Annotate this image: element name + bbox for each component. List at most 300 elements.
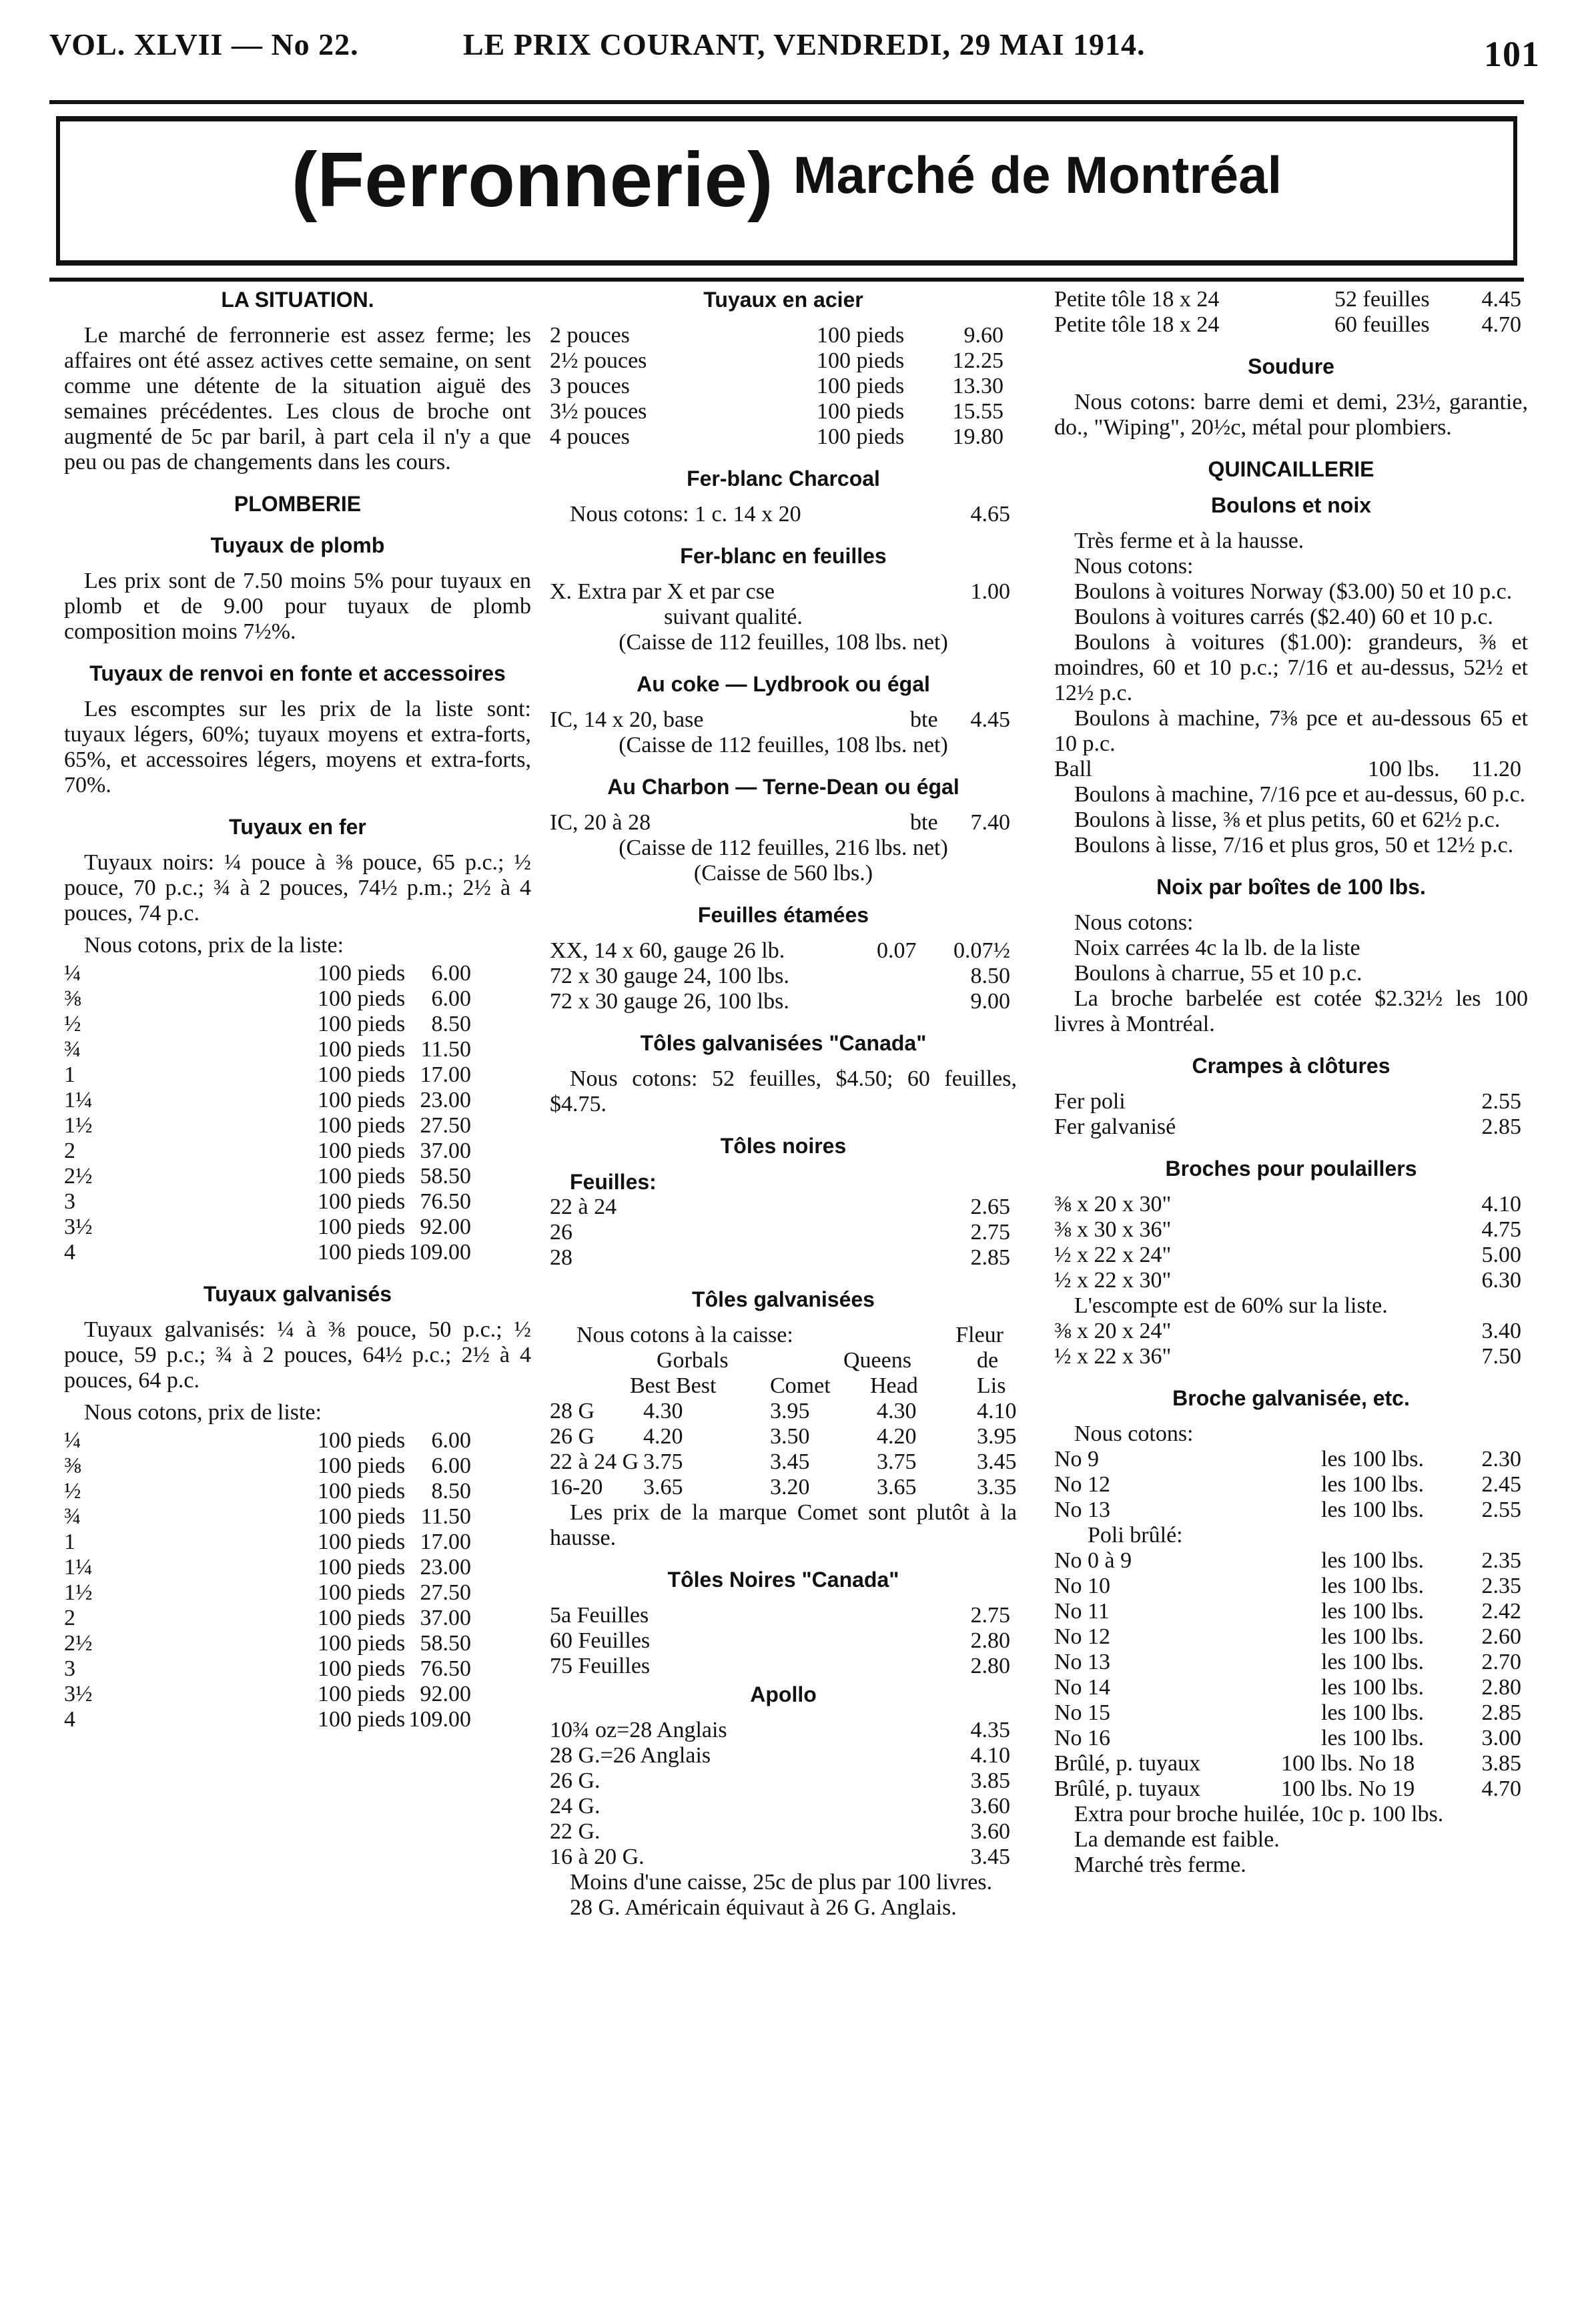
galv-unit: 100 pieds [318, 1453, 406, 1478]
fer-price: 37.00 [420, 1138, 471, 1163]
poli-price: 2.42 [1481, 1599, 1521, 1624]
boulons-line: Nous cotons: [1074, 554, 1194, 579]
column-1 [64, 287, 531, 1732]
galv3-unit: les 100 lbs. [1321, 1472, 1424, 1497]
heading-situation: LA SITUATION. [221, 288, 374, 312]
publication-date: LE PRIX COURANT, VENDREDI, 29 MAI 1914. [463, 27, 1146, 61]
petite-label: Petite tôle 18 x 24 [1054, 287, 1220, 312]
etamees-row [550, 938, 1017, 964]
nc-label: 5a Feuilles [550, 1603, 649, 1628]
galv-row [64, 1555, 531, 1580]
apollo-price: 4.35 [970, 1718, 1010, 1742]
noires-price-table [550, 1195, 1017, 1271]
acier-row [550, 424, 1017, 450]
boulons2-line: Boulons à lisse, 7/16 et plus gros, 50 et 12½ p.c. [1074, 833, 1514, 858]
crampes-label: Fer galvanisé [1054, 1114, 1176, 1139]
nc-price: 2.80 [970, 1628, 1010, 1653]
noix-line: Nous cotons: [1074, 910, 1194, 935]
fer-price: 92.00 [420, 1215, 471, 1239]
apollo-price: 4.10 [970, 1743, 1010, 1768]
end-line: La demande est faible. [1074, 1827, 1280, 1852]
poli-label: No 13 [1054, 1650, 1111, 1674]
heading-noires-canada: Tôles Noires "Canada" [667, 1568, 899, 1592]
noix-text [1054, 910, 1528, 1037]
galv-sheet-queens: 3.75 [877, 1449, 917, 1474]
galv-head2b: Queens [843, 1348, 911, 1373]
fer-price: 8.50 [431, 1012, 471, 1036]
coke-label: IC, 14 x 20, base [550, 707, 704, 732]
acier-unit: 100 pieds [817, 323, 905, 348]
apollo-row [550, 1768, 1017, 1794]
poli-price: 2.70 [1481, 1650, 1521, 1674]
galv-head3b: Comet [770, 1373, 831, 1398]
boulons2-line: Boulons à machine, 7/16 pce et au-dessus, 60 p.c. [1074, 782, 1526, 807]
galv-sheet-best: 4.20 [643, 1424, 683, 1449]
galv-size: ½ [64, 1479, 81, 1504]
apollo-label: 10¾ oz=28 Anglais [550, 1718, 727, 1742]
galv-unit: 100 pieds [318, 1606, 406, 1630]
fer-size: ¾ [64, 1037, 81, 1062]
fer-price: 27.50 [420, 1113, 471, 1138]
fer-size: ½ [64, 1012, 81, 1036]
broches-price: 4.10 [1481, 1192, 1521, 1217]
nc-row [550, 1603, 1017, 1628]
charcoal-label: Nous cotons: 1 c. 14 x 20 [570, 502, 801, 527]
fer-unit: 100 pieds [318, 1138, 406, 1163]
boulons2-line: Boulons à lisse, ⅜ et plus petits, 60 et 62½ p.c. [1074, 807, 1501, 832]
acier-size: 2½ pouces [550, 348, 647, 373]
broches-row [1054, 1243, 1528, 1268]
galv-sheet-fleur: 3.35 [977, 1475, 1017, 1500]
fer-size: 3 [64, 1189, 75, 1214]
column-3 [1054, 287, 1528, 1878]
galv-unit: 100 pieds [318, 1580, 406, 1605]
fer-price: 17.00 [420, 1062, 471, 1087]
apollo-table [550, 1718, 1017, 1870]
galv3-row [1054, 1498, 1528, 1523]
petite-row [1054, 312, 1528, 338]
etamees-price-b: 9.00 [970, 989, 1010, 1014]
coke-note: (Caisse de 112 feuilles, 108 lbs. net) [619, 733, 948, 757]
petite-unit: 60 feuilles [1334, 312, 1430, 337]
fer-row [64, 1088, 531, 1113]
galv-size: ¼ [64, 1428, 81, 1453]
galv-price: 8.50 [431, 1479, 471, 1504]
galv-sheet-fleur: 3.95 [977, 1424, 1017, 1449]
broches2-price: 3.40 [1481, 1319, 1521, 1343]
galv-sheet-queens: 4.20 [877, 1424, 917, 1449]
fer-unit: 100 pieds [318, 1189, 406, 1214]
apollo-price: 3.60 [970, 1794, 1010, 1819]
fer-size: 1¼ [64, 1088, 93, 1112]
ball-unit: 100 lbs. [1368, 757, 1440, 781]
boulons-text [1054, 529, 1528, 757]
heading-tuyaux-plomb: Tuyaux de plomb [210, 533, 385, 557]
fer-price: 76.50 [420, 1189, 471, 1214]
acier-unit: 100 pieds [817, 399, 905, 424]
broches2-row [1054, 1319, 1528, 1344]
etamees-label: XX, 14 x 60, gauge 26 lb. [550, 938, 785, 963]
broches-row [1054, 1268, 1528, 1293]
fer-row [64, 961, 531, 986]
acier-price: 15.55 [952, 399, 1004, 424]
boulons-line: Boulons à voitures carrés ($2.40) 60 et 10 p.c. [1074, 605, 1493, 629]
galv-sheet-row [550, 1449, 1017, 1475]
galv-unit: 100 pieds [318, 1707, 406, 1732]
fer-size: 1 [64, 1062, 75, 1087]
galv3-unit: les 100 lbs. [1321, 1498, 1424, 1522]
boulons-text-2 [1054, 782, 1528, 858]
crampes-row [1054, 1114, 1528, 1140]
feuilles-row [550, 579, 1017, 605]
galv-row [64, 1606, 531, 1631]
situation-text: Le marché de ferronnerie est assez ferme; les affaires ont été assez actives cette semaine, on sent comme une détente de la situation aiguë des semaines précédentes. Les clous de broche ont augmenté de 5c par baril, à part cela il n'y a que peu ou pas de changements dans les cours. [64, 323, 531, 474]
noix-line: Boulons à charrue, 55 et 10 p.c. [1074, 961, 1362, 986]
acier-size: 2 pouces [550, 323, 630, 348]
brule-row [1054, 1751, 1528, 1776]
poli-label: No 10 [1054, 1574, 1111, 1598]
end-line: Marché très ferme. [1074, 1853, 1246, 1877]
galv3-unit: les 100 lbs. [1321, 1447, 1424, 1471]
page-number: 101 [1484, 34, 1540, 74]
heading-feuilles-etamees: Feuilles étamées [697, 903, 869, 927]
broches2-label: ½ x 22 x 36" [1054, 1344, 1172, 1369]
fer-price: 58.50 [420, 1164, 471, 1189]
heading-charbon: Au Charbon — Terne-Dean ou égal [607, 775, 959, 799]
galv-size: 2 [64, 1606, 75, 1630]
poli-unit: les 100 lbs. [1321, 1650, 1424, 1674]
galv-price: 76.50 [420, 1656, 471, 1681]
acier-row [550, 399, 1017, 424]
heading-broche-galvanisee: Broche galvanisée, etc. [1172, 1386, 1410, 1410]
section-banner [49, 100, 1524, 282]
apollo-label: 16 à 20 G. [550, 1845, 645, 1869]
fer-row [64, 1164, 531, 1189]
ball-label: Ball [1054, 757, 1092, 781]
galv-sheet-best: 3.65 [643, 1475, 683, 1500]
poli-unit: les 100 lbs. [1321, 1700, 1424, 1725]
acier-row [550, 323, 1017, 348]
petite-label: Petite tôle 18 x 24 [1054, 312, 1220, 337]
galv3-price: 2.45 [1481, 1472, 1521, 1497]
noix-line: Noix carrées 4c la lb. de la liste [1074, 936, 1360, 960]
heading-tuyaux-renvoi: Tuyaux de renvoi en fonte et accessoires [89, 661, 506, 685]
apollo-label: 26 G. [550, 1768, 601, 1793]
galv-size: ⅜ [64, 1453, 81, 1478]
galv-sheet-table [550, 1399, 1017, 1500]
plomb-text: Les prix sont de 7.50 moins 5% pour tuyaux en plomb et de 9.00 pour tuyaux de plomb composition moins 7½%. [64, 569, 531, 644]
galv-row [64, 1682, 531, 1707]
boulons-line: Boulons à voitures ($1.00): grandeurs, ⅜ et moindres, 60 et 10 p.c.; 7/16 et au-dessus, 52½ et 12½ p.c. [1054, 630, 1528, 705]
crampes-table [1054, 1089, 1528, 1140]
fer-row [64, 1037, 531, 1062]
broches-label: ½ x 22 x 30" [1054, 1268, 1172, 1293]
galv-unit: 100 pieds [318, 1428, 406, 1453]
galv-header-1 [550, 1323, 1017, 1348]
fer-row [64, 986, 531, 1012]
acier-price-table [550, 323, 1017, 450]
etamees-label: 72 x 30 gauge 24, 100 lbs. [550, 964, 789, 988]
nc-price: 2.80 [970, 1654, 1010, 1678]
poli-label: Poli brûlé: [1088, 1523, 1183, 1548]
galv-sheet-gauge: 16-20 [550, 1475, 603, 1500]
poli-unit: les 100 lbs. [1321, 1624, 1424, 1649]
column-2 [550, 287, 1017, 1927]
galv-sheet-fleur: 3.45 [977, 1449, 1017, 1474]
boulons-line: Boulons à machine, 7⅜ pce et au-dessous 65 et 10 p.c. [1054, 706, 1528, 756]
galv-row [64, 1530, 531, 1555]
fer-size: ¼ [64, 961, 81, 986]
galv-header-3 [550, 1373, 1017, 1399]
heading-noix: Noix par boîtes de 100 lbs. [1156, 875, 1426, 899]
broche-galv-table [1054, 1447, 1528, 1523]
apollo-row [550, 1819, 1017, 1845]
charcoal-row [550, 502, 1017, 527]
apollo-row [550, 1845, 1017, 1870]
galv-row [64, 1580, 531, 1606]
broches-price: 4.75 [1481, 1217, 1521, 1242]
galv-sheet-gauge: 26 G [550, 1424, 595, 1449]
fer-row [64, 1012, 531, 1037]
brule-unit: 100 lbs. No 19 [1281, 1776, 1415, 1801]
galv-price: 17.00 [420, 1530, 471, 1554]
poli-label: No 12 [1054, 1624, 1111, 1649]
brule-price: 3.85 [1481, 1751, 1521, 1776]
galv-price: 109.00 [408, 1707, 471, 1732]
fer-row [64, 1113, 531, 1138]
broches-price: 6.30 [1481, 1268, 1521, 1293]
fer-text: Tuyaux noirs: ¼ pouce à ⅜ pouce, 65 p.c.; ½ pouce, 70 p.c.; ¾ à 2 pouces, 74½ p.m.; 2½ à 4 pouces, 74 p.c. [64, 850, 531, 926]
poli-price: 2.35 [1481, 1574, 1521, 1598]
galv-note: Les prix de la marque Comet sont plutôt à la hausse. [550, 1500, 1017, 1550]
galv-intro: Nous cotons, prix de liste: [84, 1400, 322, 1425]
noires-price: 2.65 [970, 1195, 1010, 1219]
fer-price: 6.00 [431, 986, 471, 1011]
galv-sheet-gauge: 28 G [550, 1399, 595, 1423]
broches-label: ½ x 22 x 24" [1054, 1243, 1172, 1267]
canada-text: Nous cotons: 52 feuilles, $4.50; 60 feuilles, $4.75. [550, 1066, 1017, 1116]
noires-sub: Feuilles: [570, 1170, 657, 1194]
charbon-row [550, 810, 1017, 836]
nc-row [550, 1654, 1017, 1679]
galv-sheet-queens: 4.30 [877, 1399, 917, 1423]
galv-sheet-best: 3.75 [643, 1449, 683, 1474]
poli-price: 3.00 [1481, 1726, 1521, 1750]
noix-line: La broche barbelée est cotée $2.32½ les 100 livres à Montréal. [1054, 986, 1528, 1036]
poli-unit: les 100 lbs. [1321, 1574, 1424, 1598]
fer-unit: 100 pieds [318, 1088, 406, 1112]
end-text [1054, 1802, 1528, 1878]
feuilles-label: X. Extra par X et par cse [550, 579, 775, 604]
acier-size: 3½ pouces [550, 399, 647, 424]
galv-sheet-row [550, 1475, 1017, 1500]
acier-price: 13.30 [952, 374, 1004, 398]
poli-row [1054, 1574, 1528, 1599]
galv-unit: 100 pieds [318, 1555, 406, 1580]
broches-label: ⅜ x 30 x 36" [1054, 1217, 1172, 1242]
galv-size: 2½ [64, 1631, 93, 1656]
poli-price: 2.60 [1481, 1624, 1521, 1649]
feuilles-price: 1.00 [970, 579, 1010, 604]
galv-size: 1 [64, 1530, 75, 1554]
fer-row [64, 1189, 531, 1215]
crampes-price: 2.85 [1481, 1114, 1521, 1139]
galv-size: 4 [64, 1707, 75, 1732]
banner-title: (Ferronnerie) [291, 136, 773, 223]
heading-coke: Au coke — Lydbrook ou égal [637, 672, 930, 696]
broches-price: 5.00 [1481, 1243, 1521, 1267]
poli-label: No 0 à 9 [1054, 1548, 1132, 1573]
galv-head2c: de [977, 1348, 999, 1373]
brule-table [1054, 1751, 1528, 1802]
galv-size: 3 [64, 1656, 75, 1681]
galv-head3a: Best Best [630, 1373, 717, 1398]
poli-row [1054, 1599, 1528, 1624]
galv-unit: 100 pieds [318, 1682, 406, 1706]
acier-row [550, 374, 1017, 399]
apollo-note-2: 28 G. Américain équivaut à 26 G. Anglais. [570, 1895, 957, 1920]
apollo-row [550, 1718, 1017, 1743]
fer-size: 2½ [64, 1164, 93, 1189]
broches-note: L'escompte est de 60% sur la liste. [1074, 1293, 1388, 1318]
acier-row [550, 348, 1017, 374]
broches-row [1054, 1217, 1528, 1243]
galv-price: 92.00 [420, 1682, 471, 1706]
brule-row [1054, 1776, 1528, 1802]
galv-row [64, 1453, 531, 1479]
heading-tuyaux-fer: Tuyaux en fer [229, 815, 366, 839]
acier-size: 4 pouces [550, 424, 630, 449]
heading-quincaillerie: QUINCAILLERIE [1208, 457, 1374, 481]
heading-toles-canada: Tôles galvanisées "Canada" [640, 1031, 927, 1055]
heading-toles-galvanisees: Tôles galvanisées [692, 1287, 875, 1311]
galv-sheet-row [550, 1399, 1017, 1424]
galv-unit: 100 pieds [318, 1530, 406, 1554]
charbon-price: 7.40 [970, 810, 1010, 835]
poli-row [1054, 1548, 1528, 1574]
nc-row [550, 1628, 1017, 1654]
noires-price: 2.75 [970, 1220, 1010, 1245]
etamees-price-table [550, 938, 1017, 1014]
fer-unit: 100 pieds [318, 1240, 406, 1265]
coke-price: 4.45 [970, 707, 1010, 732]
apollo-price: 3.60 [970, 1819, 1010, 1844]
galv-size: ¾ [64, 1504, 81, 1529]
brule-label: Brûlé, p. tuyaux [1054, 1751, 1201, 1776]
galv-unit: 100 pieds [318, 1656, 406, 1681]
heading-boulons-noix: Boulons et noix [1211, 493, 1371, 517]
heading-crampes: Crampes à clôtures [1192, 1054, 1390, 1078]
galv3-row [1054, 1472, 1528, 1498]
galv-sheet-queens: 3.65 [877, 1475, 917, 1500]
apollo-row [550, 1743, 1017, 1768]
fer-unit: 100 pieds [318, 1012, 406, 1036]
galv-sheet-row [550, 1424, 1017, 1449]
noires-canada-table [550, 1603, 1017, 1679]
boulons-line: Boulons à voitures Norway ($3.00) 50 et 10 p.c. [1074, 579, 1513, 604]
charcoal-price: 4.65 [970, 502, 1010, 527]
apollo-label: 28 G.=26 Anglais [550, 1743, 711, 1768]
petite-price: 4.45 [1481, 287, 1521, 312]
heading-tuyaux-galvanises: Tuyaux galvanisés [203, 1282, 392, 1306]
fer-size: ⅜ [64, 986, 81, 1011]
acier-unit: 100 pieds [817, 348, 905, 373]
fer-price: 11.50 [420, 1037, 471, 1062]
running-header [49, 27, 1547, 73]
apollo-note-1: Moins d'une caisse, 25c de plus par 100 livres. [570, 1870, 993, 1895]
poli-row [1054, 1650, 1528, 1675]
boulons-line: Très ferme et à la hausse. [1074, 529, 1304, 553]
acier-price: 19.80 [952, 424, 1004, 449]
charbon-label: IC, 20 à 28 [550, 810, 651, 835]
galv-row [64, 1428, 531, 1453]
galv-unit: 100 pieds [318, 1504, 406, 1529]
fer-price: 109.00 [408, 1240, 471, 1265]
broches-table [1054, 1192, 1528, 1293]
ball-price: 11.20 [1471, 757, 1521, 781]
galv3-label: No 9 [1054, 1447, 1100, 1471]
charbon-note-2: (Caisse de 560 lbs.) [693, 861, 873, 886]
noires-price: 2.85 [970, 1245, 1010, 1270]
galv3-price: 2.30 [1481, 1447, 1521, 1471]
poli-row [1054, 1624, 1528, 1650]
crampes-label: Fer poli [1054, 1089, 1126, 1114]
poli-brule-table [1054, 1548, 1528, 1751]
galv-head3d: Lis [977, 1373, 1006, 1398]
brule-price: 4.70 [1481, 1776, 1521, 1801]
broches2-row [1054, 1344, 1528, 1369]
apollo-label: 24 G. [550, 1794, 601, 1819]
volume-number: VOL. XLVII — No 22. [49, 27, 359, 61]
galv-header-2 [550, 1348, 1017, 1373]
etamees-price-a: 0.07 [877, 938, 917, 963]
galv-text: Tuyaux galvanisés: ¼ à ⅜ pouce, 50 p.c.; ½ pouce, 59 p.c.; ¾ à 2 pouces, 64½ p.c.; 2½ à 4 pouces, 64 p.c. [64, 1317, 531, 1393]
poli-price: 2.85 [1481, 1700, 1521, 1725]
brule-label: Brûlé, p. tuyaux [1054, 1776, 1201, 1801]
coke-row [550, 707, 1017, 733]
nc-label: 60 Feuilles [550, 1628, 651, 1653]
galv-head2a: Gorbals [657, 1348, 729, 1373]
acier-unit: 100 pieds [817, 424, 905, 449]
poli-label: No 11 [1054, 1599, 1110, 1624]
galv3-label: No 12 [1054, 1472, 1111, 1497]
noires-row [550, 1195, 1017, 1220]
petite-tole-table [1054, 287, 1528, 338]
galv-unit: 100 pieds [318, 1479, 406, 1504]
galv3-price: 2.55 [1481, 1498, 1521, 1522]
galv-size: 1½ [64, 1580, 93, 1605]
poli-unit: les 100 lbs. [1321, 1599, 1424, 1624]
galv3-label: No 13 [1054, 1498, 1111, 1522]
heading-soudure: Soudure [1248, 354, 1334, 378]
galv-row [64, 1479, 531, 1504]
poli-price: 2.80 [1481, 1675, 1521, 1700]
fer-intro: Nous cotons, prix de la liste: [84, 933, 344, 958]
fer-row [64, 1062, 531, 1088]
fer-size: 4 [64, 1240, 75, 1265]
feuilles-note-1: suivant qualité. [664, 605, 803, 629]
galv-row [64, 1707, 531, 1732]
poli-unit: les 100 lbs. [1321, 1548, 1424, 1573]
galv-unit: 100 pieds [318, 1631, 406, 1656]
fer-price: 6.00 [431, 961, 471, 986]
fer-size: 1½ [64, 1113, 93, 1138]
etamees-price-b: 0.07½ [953, 938, 1010, 963]
fer-row [64, 1215, 531, 1240]
feuilles-note-2: (Caisse de 112 feuilles, 108 lbs. net) [619, 630, 948, 655]
galv-sheet-gauge: 22 à 24 G [550, 1449, 639, 1474]
heading-fer-blanc-feuilles: Fer-blanc en feuilles [680, 544, 887, 568]
